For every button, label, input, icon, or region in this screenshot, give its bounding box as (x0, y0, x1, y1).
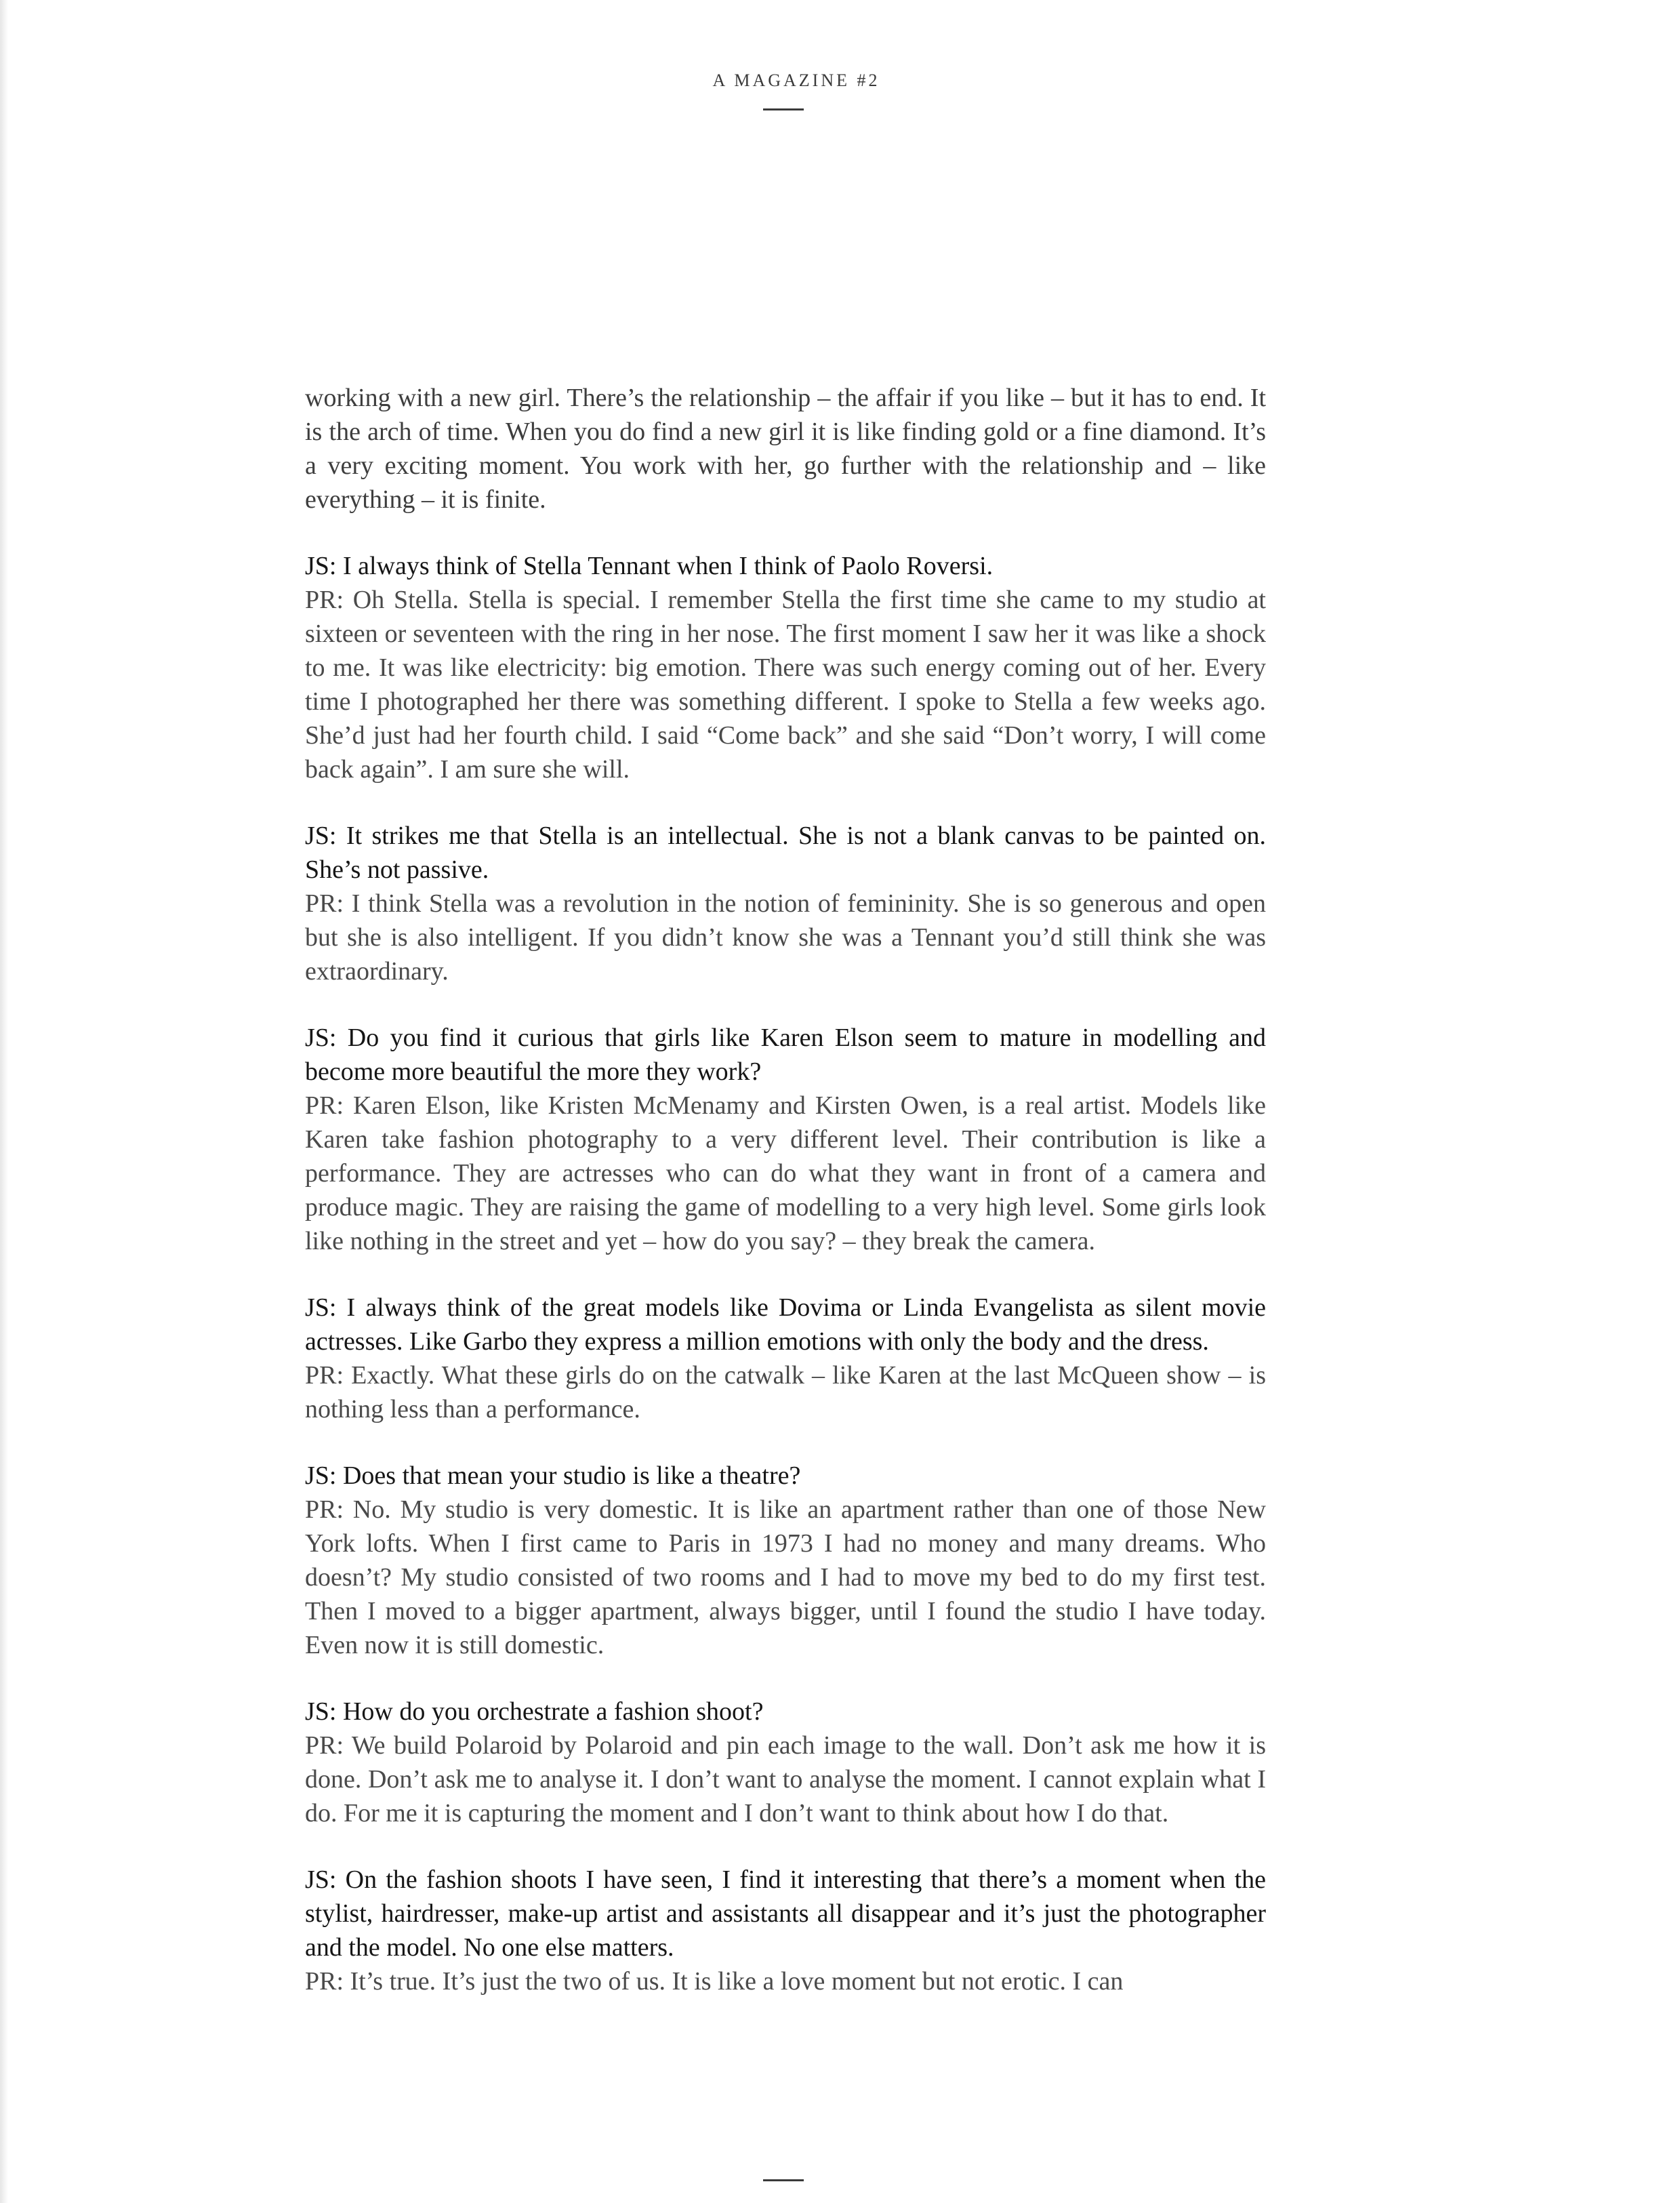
answer: PR: Oh Stella. Stella is special. I remember Stella the first time she came to my studio at sixteen or seventeen with the ring in her nose. The first moment I saw her it was like a shock to me. It was like electricity: big emotion. There was such energy coming out of her. Every time I photographed her there was something different. I spoke to Stella a few weeks ago. She’d just had her fourth child. I said “Come back” and she said “Don’t worry, I will come back again”. I am sure she will. (305, 586, 1266, 784)
answer: PR: We build Polaroid by Polaroid and pin each image to the wall. Don’t ask me how it is done. Don’t ask me to analyse it. I don’t want to analyse the moment. I cannot explain what I do. For me it is capturing the moment and I don’t want to think about how I do that. (305, 1731, 1266, 1827)
interview-exchange-7 (305, 1863, 1266, 1998)
interview-exchange-4 (305, 1291, 1266, 1426)
question: JS: It strikes me that Stella is an intellectual. She is not a blank canvas to be painted on. She’s not passive. (305, 822, 1266, 884)
answer: PR: Exactly. What these girls do on the catwalk – like Karen at the last McQueen show – is nothing less than a performance. (305, 1361, 1266, 1423)
answer: PR: No. My studio is very domestic. It is like an apartment rather than one of those New York lofts. When I first came to Paris in 1973 I had no money and many dreams. Who doesn’t? My studio consisted of two rooms and I had to move my bed to do my first test. Then I moved to a bigger apartment, always bigger, until I found the studio I have today. Even now it is still domestic. (305, 1495, 1266, 1659)
running-head: A MAGAZINE #2 (712, 70, 880, 90)
answer: PR: I think Stella was a revolution in the notion of femininity. She is so generous and open but she is also intelligent. If you didn’t know she was a Tennant you’d still think she was extraordinary. (305, 889, 1266, 986)
question: JS: I always think of the great models like Dovima or Linda Evangelista as silent movie actresses. Like Garbo they express a million emotions with only the body and the dress. (305, 1293, 1266, 1356)
question: JS: I always think of Stella Tennant when I think of Paolo Roversi. (305, 552, 993, 580)
page-edge-shadow (0, 0, 8, 2203)
interview-exchange-5 (305, 1459, 1266, 1662)
question: JS: On the fashion shoots I have seen, I find it interesting that there’s a moment when the stylist, hairdresser, make-up artist and assistants all disappear and it’s just the photographer and the model. No one else matters. (305, 1865, 1266, 1962)
footer-rule (763, 2179, 804, 2181)
answer: PR: Karen Elson, like Kristen McMenamy and Kirsten Owen, is a real artist. Models like Karen take fashion photography to a very different level. Their contribution is like a performance. They are actresses who can do what they want in front of a camera and produce magic. They are raising the game of modelling to a very high level. Some girls look like nothing in the street and yet – how do you say? – they break the camera. (305, 1091, 1266, 1255)
interview-exchange-2 (305, 819, 1266, 988)
interview-exchange-3 (305, 1021, 1266, 1258)
answer: PR: It’s true. It’s just the two of us. It is like a love moment but not erotic. I can (305, 1967, 1124, 1996)
question: JS: Does that mean your studio is like a theatre? (305, 1461, 801, 1490)
intro-paragraph: working with a new girl. There’s the relationship – the affair if you like – but it has to end. It is the arch of time. When you do find a new girl it is like finding gold or a fine diamond. It’s a very exciting moment. You work with her, go further with the relationship and – like everything – it is finite. (305, 384, 1266, 514)
question: JS: Do you find it curious that girls like Karen Elson seem to mature in modelling and become more beautiful the more they work? (305, 1024, 1266, 1086)
interview-exchange-6 (305, 1695, 1266, 1830)
interview-exchange-1 (305, 549, 1266, 786)
header-rule (763, 108, 804, 110)
article-body (305, 381, 1266, 1998)
question: JS: How do you orchestrate a fashion shoot? (305, 1697, 764, 1726)
